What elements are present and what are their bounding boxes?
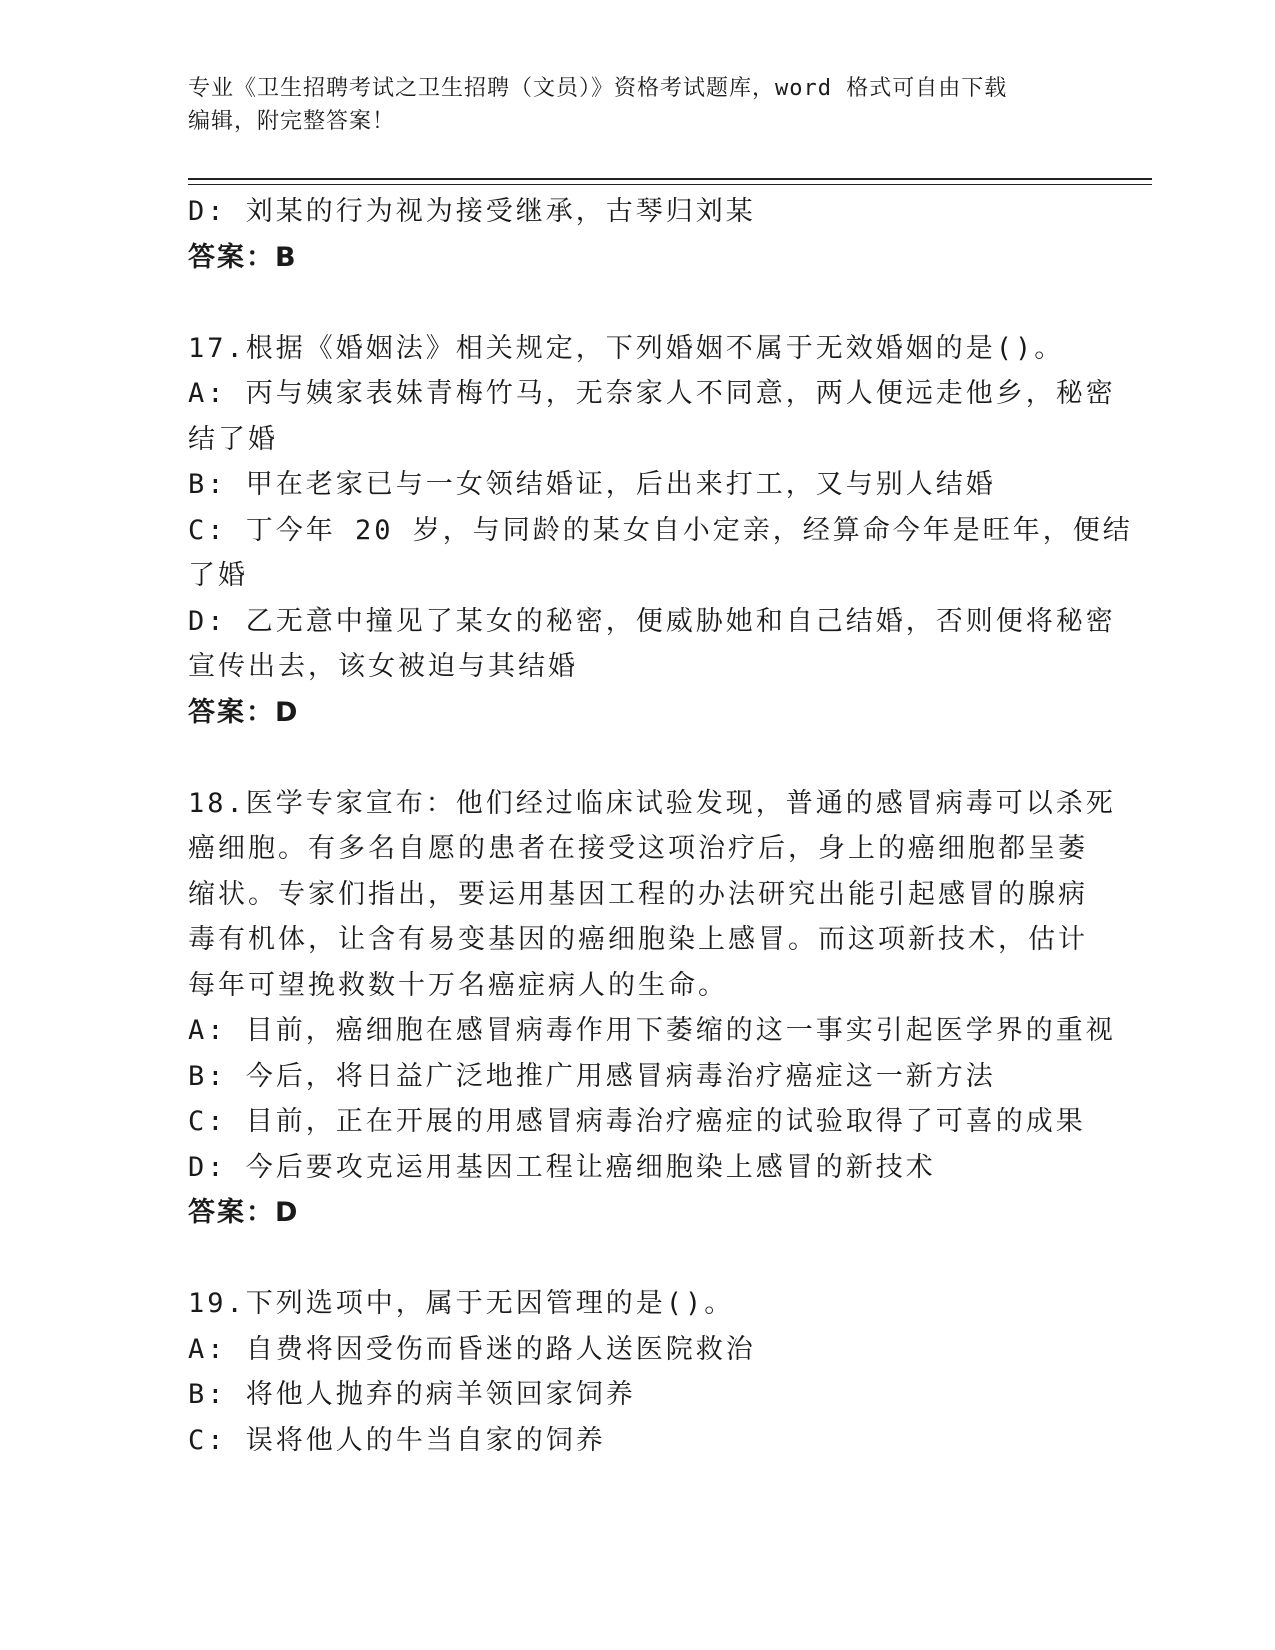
question-text: 18.医学专家宣布：他们经过临床试验发现，普通的感冒病毒可以杀死 bbox=[188, 787, 1116, 819]
option-a: A: 自费将因受伤而昏迷的路人送医院救治 bbox=[188, 1333, 756, 1365]
header-line-2: 编辑，附完整答案！ bbox=[188, 109, 396, 134]
question-text-continued: 每年可望挽救数十万名癌症病人的生命。 bbox=[188, 969, 728, 1001]
option-d-continued: 宣传出去，该女被迫与其结婚 bbox=[188, 651, 578, 682]
option-d: D: 乙无意中撞见了某女的秘密，便威胁她和自己结婚，否则便将秘密 bbox=[188, 605, 1116, 637]
page-header bbox=[188, 72, 1088, 138]
option-c: C: 目前，正在开展的用感冒病毒治疗癌症的试验取得了可喜的成果 bbox=[188, 1106, 1086, 1137]
question-text-continued: 毒有机体，让含有易变基因的癌细胞染上感冒。而这项新技术，估计 bbox=[188, 924, 1088, 955]
header-line-1: 专业《卫生招聘考试之卫生招聘（文员）》资格考试题库，word 格式可自由下载 bbox=[188, 76, 1008, 101]
question-text-continued: 缩状。专家们指出，要运用基因工程的办法研究出能引起感冒的腺病 bbox=[188, 878, 1088, 910]
spacer bbox=[188, 1236, 1088, 1282]
option-d: D: 刘某的行为视为接受继承，古琴归刘某 bbox=[188, 196, 756, 227]
answer-label: 答案：B bbox=[188, 241, 298, 273]
option-b: B: 今后，将日益广泛地推广用感冒病毒治疗癌症这一新方法 bbox=[188, 1060, 996, 1092]
question-16-tail bbox=[188, 189, 1088, 280]
question-text-continued: 癌细胞。有多名自愿的患者在接受这项治疗后，身上的癌细胞都呈萎 bbox=[188, 833, 1088, 864]
question-text: 19.下列选项中，属于无因管理的是()。 bbox=[188, 1288, 735, 1319]
option-a: A: 丙与姨家表妹青梅竹马，无奈家人不同意，两人便远走他乡，秘密 bbox=[188, 378, 1116, 409]
option-c-continued: 了婚 bbox=[188, 560, 248, 591]
answer-label: 答案：D bbox=[188, 696, 300, 728]
option-d: D: 今后要攻克运用基因工程让癌细胞染上感冒的新技术 bbox=[188, 1151, 936, 1183]
spacer bbox=[188, 280, 1088, 326]
spacer bbox=[188, 735, 1088, 781]
option-a-continued: 结了婚 bbox=[188, 423, 278, 455]
question-text: 17.根据《婚姻法》相关规定，下列婚姻不属于无效婚姻的是()。 bbox=[188, 332, 1065, 364]
header-divider-thin bbox=[188, 184, 1152, 185]
option-c: C: 丁今年 20 岁，与同龄的某女自小定亲，经算命今年是旺年，便结 bbox=[188, 514, 1133, 546]
option-c: C: 误将他人的牛当自家的饲养 bbox=[188, 1424, 606, 1456]
header-divider-thick bbox=[188, 178, 1152, 180]
option-b: B: 将他人抛弃的病羊领回家饲养 bbox=[188, 1379, 636, 1410]
question-17 bbox=[188, 326, 1133, 736]
question-19 bbox=[188, 1281, 1088, 1463]
question-18 bbox=[188, 781, 1116, 1236]
option-a: A: 目前，癌细胞在感冒病毒作用下萎缩的这一事实引起医学界的重视 bbox=[188, 1015, 1116, 1046]
answer-label: 答案：D bbox=[188, 1197, 300, 1228]
question-list bbox=[188, 189, 1133, 1463]
option-b: B: 甲在老家已与一女领结婚证，后出来打工，又与别人结婚 bbox=[188, 469, 996, 500]
